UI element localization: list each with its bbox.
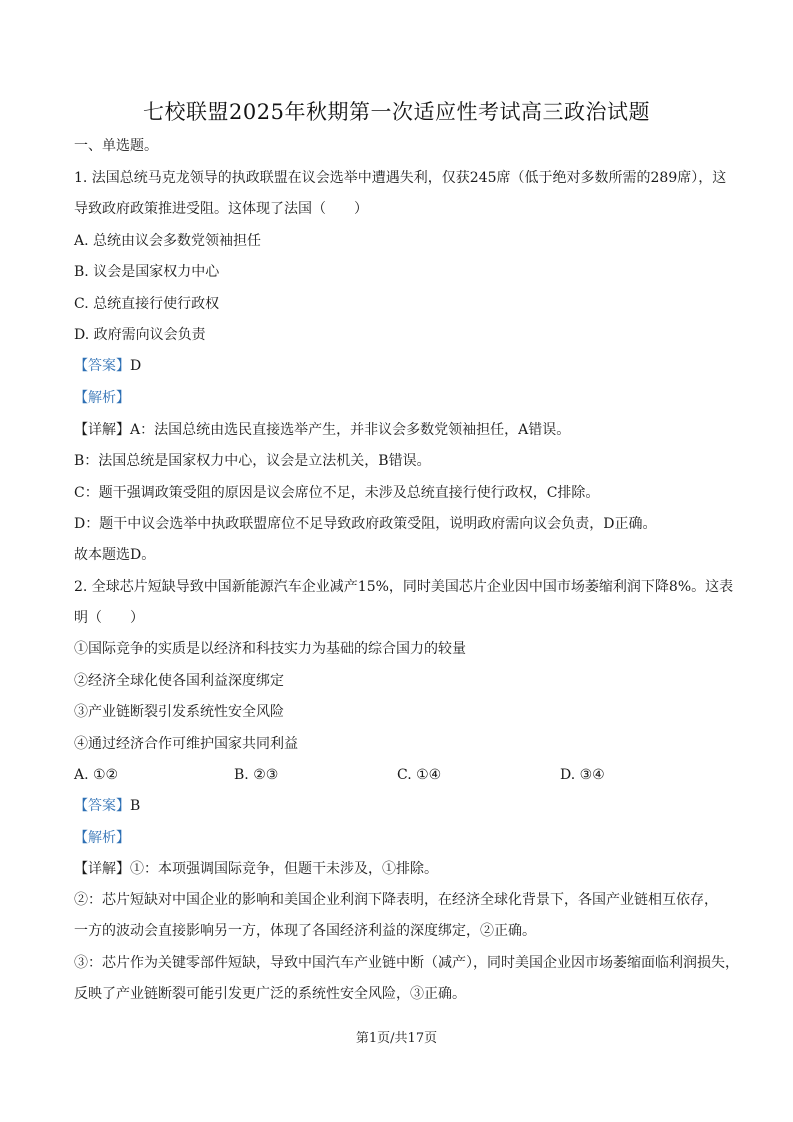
q2-stem-line2: 明（ ） [74, 610, 144, 626]
q1-stem-line2: 导致政府政策推进受阻。这体现了法国（ ） [74, 201, 368, 217]
q2-statement-2: ②经济全球化使各国利益深度绑定 [74, 673, 284, 689]
q1-option-b: B. 议会是国家权力中心 [74, 264, 220, 280]
q2-statement-4: ④通过经济合作可维护国家共同利益 [74, 736, 298, 752]
q2-answer-value: B [130, 798, 141, 814]
q2-statement-3: ③产业链断裂引发系统性安全风险 [74, 704, 284, 720]
q1-analysis [74, 388, 130, 408]
q1-detail-tag: 【详解】 [74, 422, 130, 438]
q1-answer-tag: 【答案】 [74, 358, 130, 374]
q2-detail-line2: ②：芯片短缺对中国企业的影响和美国企业利润下降表明，在经济全球化背景下，各国产业链相互依存， [74, 892, 718, 908]
q2-detail-line1 [74, 859, 438, 879]
section-heading: 一、单选题。 [74, 138, 158, 154]
q2-detail-tag: 【详解】 [74, 861, 130, 877]
q2-choice-b: B. ②③ [234, 767, 279, 783]
q1-option-c: C. 总统直接行使行政权 [74, 296, 220, 312]
q2-answer-tag: 【答案】 [74, 798, 130, 814]
q1-stem-line1: 1. 法国总统马克龙领导的执政联盟在议会选举中遭遇失利，仅获245席（低于绝对多数所需的289席），这 [74, 170, 727, 186]
q2-statement-1: ①国际竞争的实质是以经济和科技实力为基础的综合国力的较量 [74, 641, 466, 657]
q2-analysis-tag: 【解析】 [74, 830, 130, 846]
q2-detail-line3: 一方的波动会直接影响另一方，体现了各国经济利益的深度绑定，②正确。 [74, 923, 536, 939]
page-footer: 第1页/共17页 [355, 1031, 438, 1046]
q1-analysis-tag: 【解析】 [74, 390, 130, 406]
q1-detail-line2: B：法国总统是国家权力中心，议会是立法机关，B错误。 [74, 453, 431, 469]
q1-detail-line3: C：题干强调政策受阻的原因是议会席位不足，未涉及总统直接行使行政权，C排除。 [74, 485, 600, 501]
q1-detail-text: A：法国总统由选民直接选举产生，并非议会多数党领袖担任，A错误。 [130, 422, 571, 438]
page-title: 七校联盟2025年秋期第一次适应性考试高三政治试题 [143, 100, 650, 124]
q2-stem-line1: 2. 全球芯片短缺导致中国新能源汽车企业减产15%，同时美国芯片企业因中国市场萎缩利润下降8%。这表 [74, 579, 734, 595]
q2-answer [74, 796, 140, 816]
q2-choice-d: D. ③④ [560, 767, 605, 783]
q2-analysis [74, 828, 130, 848]
q1-detail-line1 [74, 420, 570, 440]
q1-option-a: A. 总统由议会多数党领袖担任 [74, 233, 262, 249]
q2-choice-a: A. ①② [74, 767, 119, 783]
q1-answer [74, 356, 141, 376]
q2-choice-c: C. ①④ [397, 767, 442, 783]
q1-detail-line4: D：题干中议会选举中执政联盟席位不足导致政府政策受阻，说明政府需向议会负责，D正确。 [74, 516, 657, 532]
q1-option-d: D. 政府需向议会负责 [74, 327, 206, 343]
q2-detail-line4: ③：芯片作为关键零部件短缺，导致中国汽车产业链中断（减产），同时美国企业因市场萎缩面临利润损失， [74, 955, 739, 971]
q2-detail-text: ①：本项强调国际竞争，但题干未涉及，①排除。 [130, 861, 438, 877]
q2-detail-line5: 反映了产业链断裂可能引发更广泛的系统性安全风险，③正确。 [74, 986, 466, 1002]
q1-answer-value: D [130, 358, 142, 374]
q1-detail-line5: 故本题选D。 [74, 547, 156, 563]
